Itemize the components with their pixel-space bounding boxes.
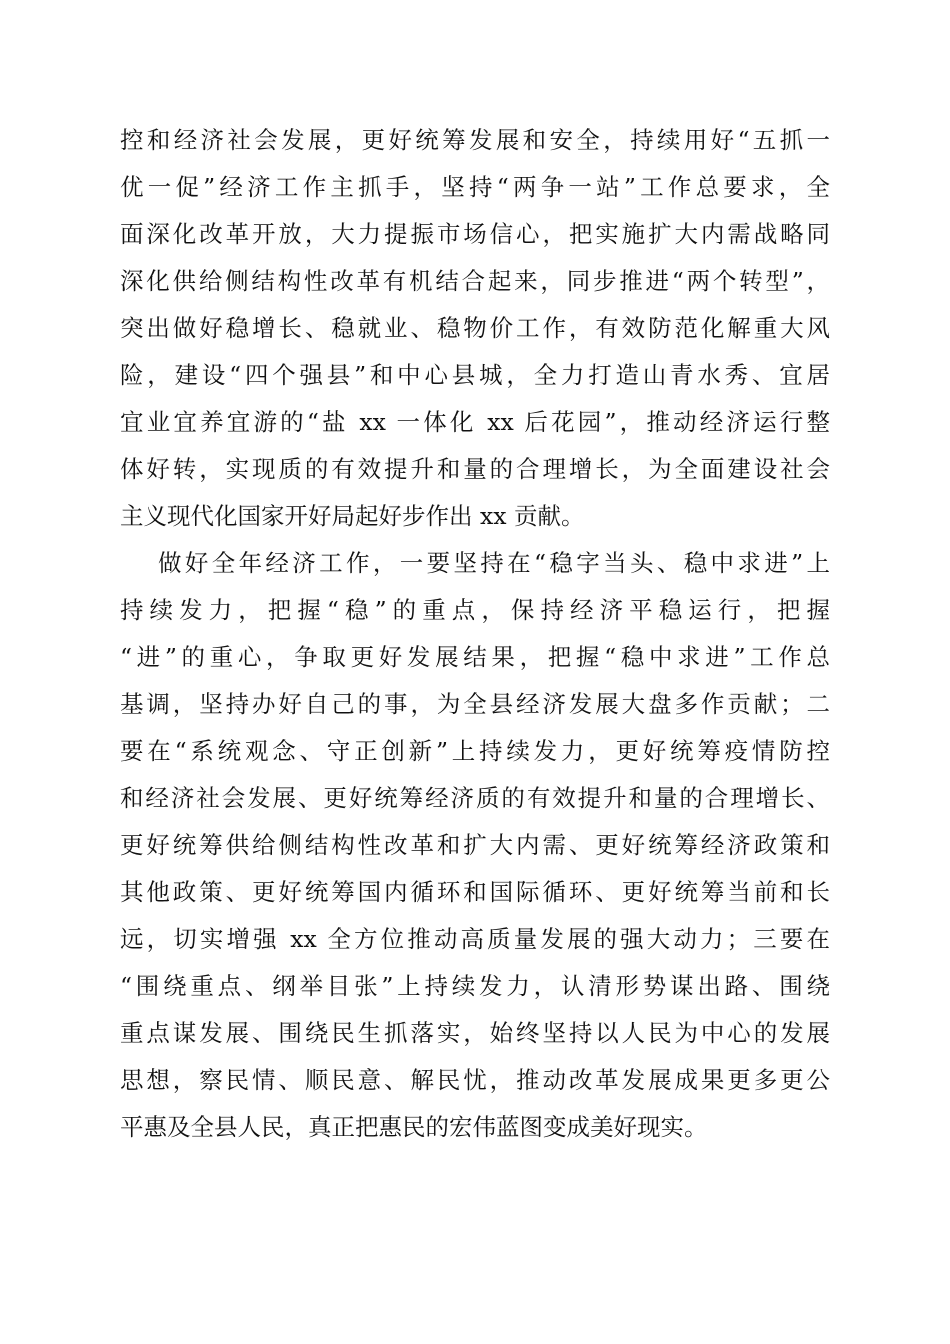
text-line: 优一促”经济工作主抓手，坚持“两争一站”工作总要求，全 bbox=[120, 173, 830, 201]
text-line: 持续发力，把握“稳”的重点，保持经济平稳运行，把握 bbox=[120, 596, 830, 624]
text-line: 体好转，实现质的有效提升和量的合理增长，为全面建设社会 bbox=[120, 455, 830, 483]
text-line: 和经济社会发展、更好统筹经济质的有效提升和量的合理增长、 bbox=[120, 784, 830, 812]
text-line: 主义现代化国家开好局起好步作出 xx 贡献。 bbox=[120, 502, 585, 530]
text-line: “围绕重点、纲举目张”上持续发力，认清形势谋出路、围绕 bbox=[120, 972, 830, 1000]
text-line: 突出做好稳增长、稳就业、稳物价工作，有效防范化解重大风 bbox=[120, 314, 830, 342]
text-line: 险，建设“四个强县”和中心县城，全力打造山青水秀、宜居 bbox=[120, 361, 830, 389]
text-line: 思想，察民情、顺民意、解民忧，推动改革发展成果更多更公 bbox=[120, 1066, 830, 1094]
text-line: 面深化改革开放，大力提振市场信心，把实施扩大内需战略同 bbox=[120, 220, 830, 248]
text-line: 其他政策、更好统筹国内循环和国际循环、更好统筹当前和长 bbox=[120, 878, 830, 906]
paragraph-1 bbox=[120, 117, 830, 540]
text-line: “进”的重心，争取更好发展结果，把握“稳中求进”工作总 bbox=[120, 643, 830, 671]
text-line: 重点谋发展、围绕民生抓落实，始终坚持以人民为中心的发展 bbox=[120, 1019, 830, 1047]
text-line: 宜业宜养宜游的“盐 xx 一体化 xx 后花园”，推动经济运行整 bbox=[120, 408, 830, 436]
text-line: 基调，坚持办好自己的事，为全县经济发展大盘多作贡献；二 bbox=[120, 690, 830, 718]
paragraph-2 bbox=[120, 540, 830, 1151]
text-line: 做好全年经济工作，一要坚持在“稳字当头、稳中求进”上 bbox=[158, 549, 830, 577]
text-line: 深化供给侧结构性改革有机结合起来，同步推进“两个转型”， bbox=[120, 267, 830, 295]
text-line: 远，切实增强 xx 全方位推动高质量发展的强大动力；三要在 bbox=[120, 925, 830, 953]
text-line: 控和经济社会发展，更好统筹发展和安全，持续用好“五抓一 bbox=[120, 126, 830, 154]
document-body bbox=[120, 117, 830, 1151]
text-line: 更好统筹供给侧结构性改革和扩大内需、更好统筹经济政策和 bbox=[120, 831, 830, 859]
text-line: 平惠及全县人民，真正把惠民的宏伟蓝图变成美好现实。 bbox=[120, 1113, 708, 1141]
text-line: 要在“系统观念、守正创新”上持续发力，更好统筹疫情防控 bbox=[120, 737, 830, 765]
